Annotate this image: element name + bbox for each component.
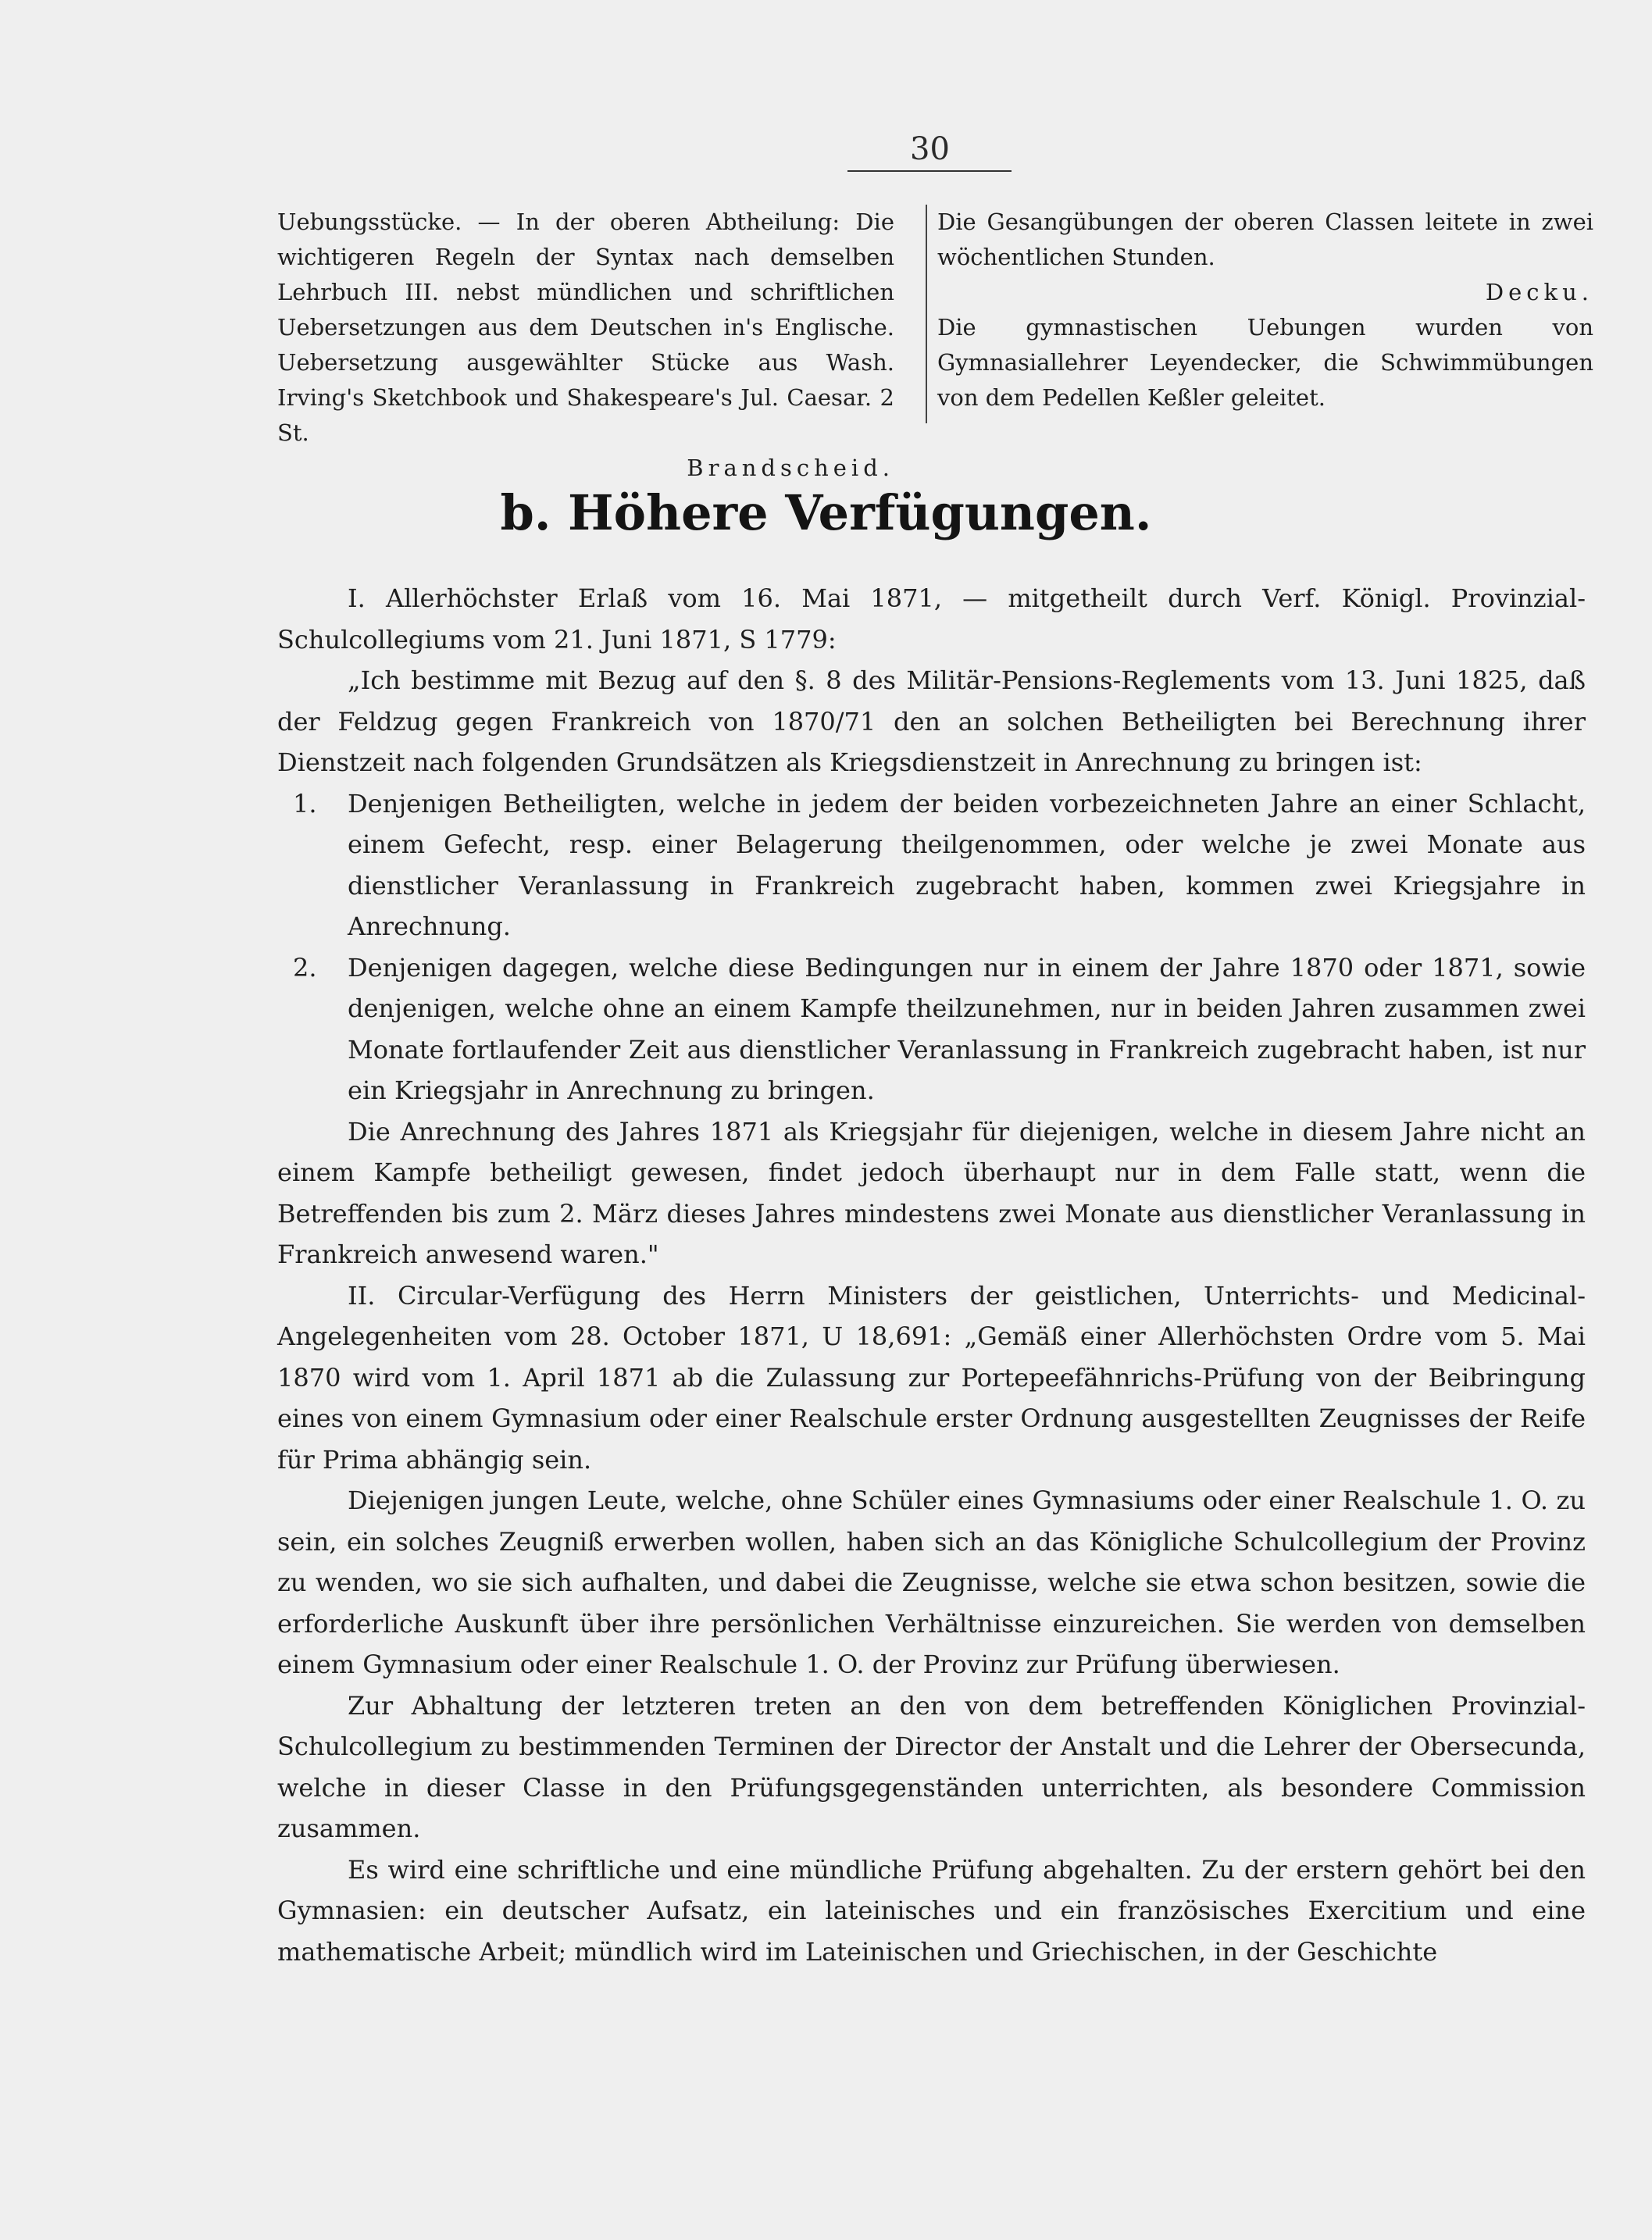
list-item-number: 2. [293, 952, 317, 983]
commission-paragraph: Zur Abhaltung der letzteren treten an den von dem betreffenden Königlichen Provinzial-Schulcollegium zu bestimmenden Terminen der Director der Anstalt und die Lehrer der Obersecunda, welche in dieser Classe in den Prüfungsgegenständen unterrichten, als besondere Commission zusammen. [277, 1690, 1586, 1843]
list-item [277, 947, 1586, 1111]
main-text [277, 578, 1586, 1972]
list-item-text: Denjenigen Betheiligten, welche in jedem der beiden vorbezeichneten Jahre an einer Schlacht, einem Gefecht, resp. einer Belagerung theilgenommen, oder welche je zwei Monate aus dienstlicher Veranlassung in Frankreich zugebracht haben, kommen zwei Kriegsjahre in Anrechnung. [348, 788, 1586, 941]
singing-teacher-signature: Decku. [1485, 279, 1593, 305]
list-item [277, 783, 1586, 947]
decree-text: „Ich bestimme mit Bezug auf den §. 8 des Militär-Pensions-Reglements vom 13. Juni 1825, daß der Feldzug gegen Frankreich von 1870/71 den an solchen Betheiligten bei Berechnung ihrer Dienstzeit nach folgenden Grundsätzen als Kriegsdienstzeit in Anrechnung zu bringen ist: [277, 665, 1586, 777]
circular-decree: II. Circular-Verfügung des Herrn Ministers der geistlichen, Unterrichts- und Medicinal-Angelegenheiten vom 28. October 1871, U 18,691: „Gemäß einer Allerhöchsten Ordre vom 5. Mai 1870 wird vom 1. April 1871 ab die Zulassung zur Portepeefähnrichs-Prüfung von der Beibringung eines von einem Gymnasium oder einer Realschule erster Ordnung ausgestellten Zeugnisses der Reife für Prima abhängig sein. [277, 1280, 1586, 1475]
gymnastics-paragraph: Die gymnastischen Uebungen wurden von Gymnasiallehrer Leyendecker, die Schwimmübungen von dem Pedellen Keßler geleitet. [937, 314, 1593, 411]
right-column [937, 205, 1593, 416]
page-number: 30 [910, 131, 950, 167]
left-signature-row [277, 451, 894, 486]
section-heading: b. Höhere Verfügungen. [500, 484, 1152, 541]
english-lesson-paragraph: Uebungsstücke. — In der oberen Abtheilung: Die wichtigeren Regeln der Syntax nach demselben Lehrbuch III. nebst mündlichen und schriftlichen Uebersetzungen aus dem Deutschen in's Englische. Uebersetzung ausgewählter Stücke aus Wash. Irving's Sketchbook und Shakespeare's Jul. Caesar. 2 St. [277, 209, 894, 446]
list-item-text: Denjenigen dagegen, welche diese Bedingungen nur in einem der Jahre 1870 oder 1871, sowie denjenigen, welche ohne an einem Kampfe theilzunehmen, nur in beiden Jahren zusammen zwei Monate fortlaufender Zeit aus dienstlicher Veranlassung in Frankreich zugebracht haben, ist nur ein Kriegsjahr in Anrechnung zu bringen. [348, 952, 1586, 1105]
singing-paragraph: Die Gesangübungen der oberen Classen leitete in zwei wöchentlichen Stunden. [937, 209, 1593, 270]
list-item-number: 1. [293, 788, 317, 819]
young-people-paragraph: Diejenigen jungen Leute, welche, ohne Schüler eines Gymnasiums oder einer Realschule 1. O. zu sein, ein solches Zeugniß erwerben wollen, haben sich an das Königliche Schulcollegium der Provinz zu wenden, wo sie sich aufhalten, und dabei die Zeugnisse, welche sie etwa schon besitzen, sowie die erforderliche Auskunft über ihre persönlichen Verhältnisse einzureichen. Sie werden von demselben einem Gymnasium oder einer Realschule 1. O. der Provinz zur Prüfung überwiesen. [277, 1486, 1586, 1679]
teacher-signature: Brandscheid. [687, 455, 894, 481]
decree-end: Die Anrechnung des Jahres 1871 als Kriegsjahr für diejenigen, welche in diesem Jahre nicht an einem Kampfe betheiligt gewesen, findet jedoch überhaupt nur in dem Falle statt, wenn die Betreffenden bis zum 2. März dieses Jahres mindestens zwei Monate aus dienstlicher Veranlassung in Frankreich anwesend waren." [277, 1116, 1586, 1269]
right-signature-row [937, 275, 1593, 310]
left-column [277, 205, 894, 486]
page-number-rule [847, 170, 1012, 172]
exam-paragraph: Es wird eine schriftliche und eine mündliche Prüfung abgehalten. Zu der erstern gehört bei den Gymnasien: ein deutscher Aufsatz, ein lateinisches und ein französisches Exercitium und eine mathematische Arbeit; mündlich wird im Lateinischen und Griechischen, in der Geschichte [277, 1854, 1586, 1967]
decree-intro: I. Allerhöchster Erlaß vom 16. Mai 1871, — mitgetheilt durch Verf. Königl. Provinzial-Schulcollegiums vom 21. Juni 1871, S 1779: [277, 583, 1586, 655]
column-divider [926, 205, 927, 423]
